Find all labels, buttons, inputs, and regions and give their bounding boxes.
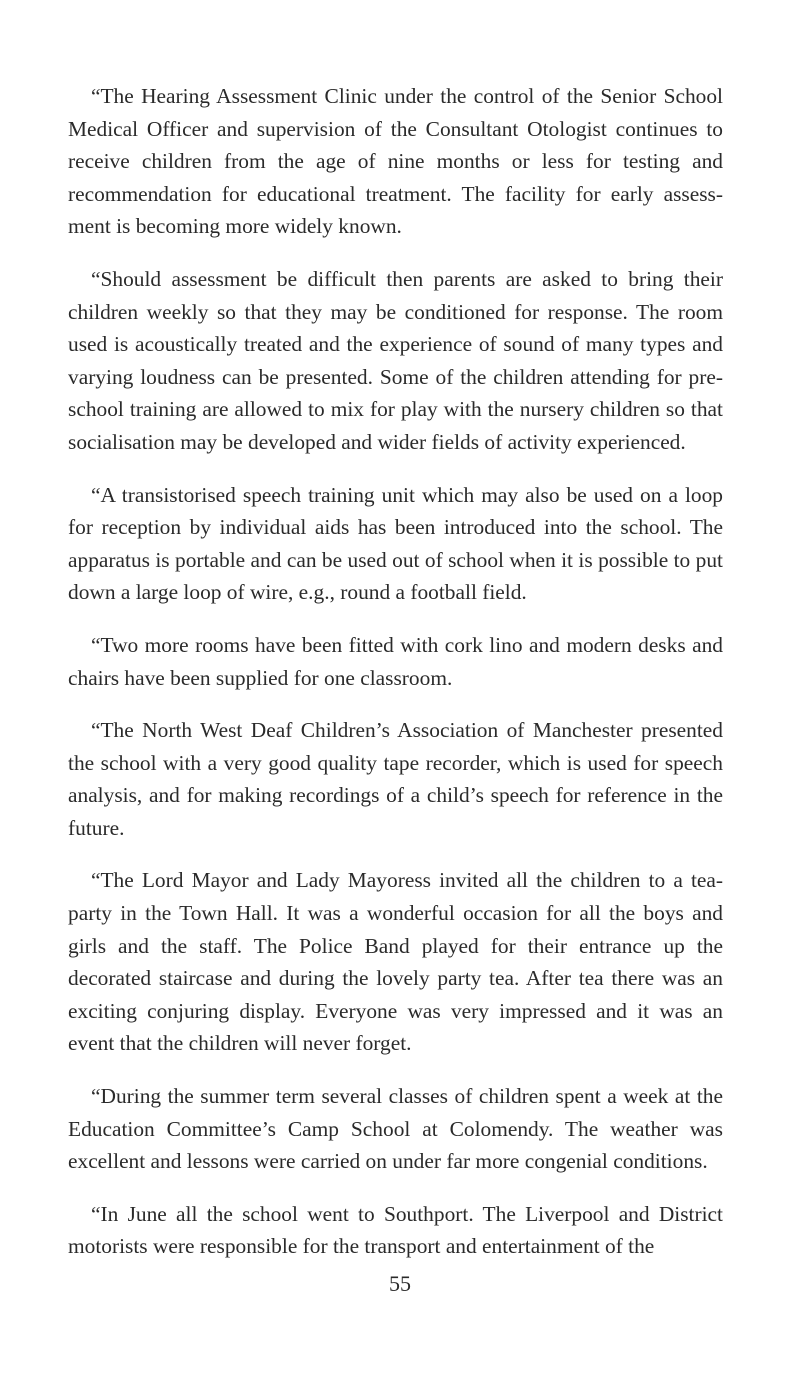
paragraph-camp-school: “During the summer term several classes of children spent a week at the Education Committee’s Camp School at Colomendy. The weather was excellent and lessons were carried on under far more congenial conditions. [68,1084,723,1174]
paragraph-tea-party: “The Lord Mayor and Lady Mayoress invited all the children to a tea-party in the Town Hall. It was a wonderful occasion for all the boys and girls and the staff. The Police Band played for their entrance up the decorated staircase and during the lovely party tea. After tea there was an exciting conjuring display. Everyone was very impressed and it was an event that the children will never forget. [68,868,723,1056]
body-text [68,80,723,1283]
paragraph-rooms: “Two more rooms have been fitted with cork lino and modern desks and chairs have been supplied for one classroom. [68,632,723,690]
paragraph-tape-recorder: “The North West Deaf Children’s Association of Manchester presented the school with a very good quality tape recorder, which is used for speech analysis, and for making recordings of a child’s speech for reference in the future. [68,718,723,840]
paragraph-hearing-clinic: “The Hearing Assessment Clinic under the control of the Senior School Medical Officer and supervision of the Consultant Otologist continues to receive children from the age of nine months or less for testing and recommendation for educational treatment. The facility for early assess-ment is becoming more widely known. [68,84,723,239]
paragraph-southport: “In June all the school went to Southport. The Liverpool and District motorists were responsible for the transport and entertainment of the [68,1201,723,1259]
page-number: 55 [389,1271,411,1296]
paragraph-speech-unit: “A transistorised speech training unit which may also be used on a loop for reception by individual aids has been introduced into the school. The apparatus is portable and can be used out of school when it is possible to put down a large loop of wire, e.g., round a football field. [68,482,723,605]
paragraph-assessment: “Should assessment be difficult then parents are asked to bring their children weekly so that they may be conditioned for response. The room used is acoustically treated and the experience of sound of many types and varying loudness can be presented. Some of the children attending for pre-school training are allowed to mix for play with the nursery children so that socialisation may be developed and wider fields of activity experienced. [68,266,723,454]
